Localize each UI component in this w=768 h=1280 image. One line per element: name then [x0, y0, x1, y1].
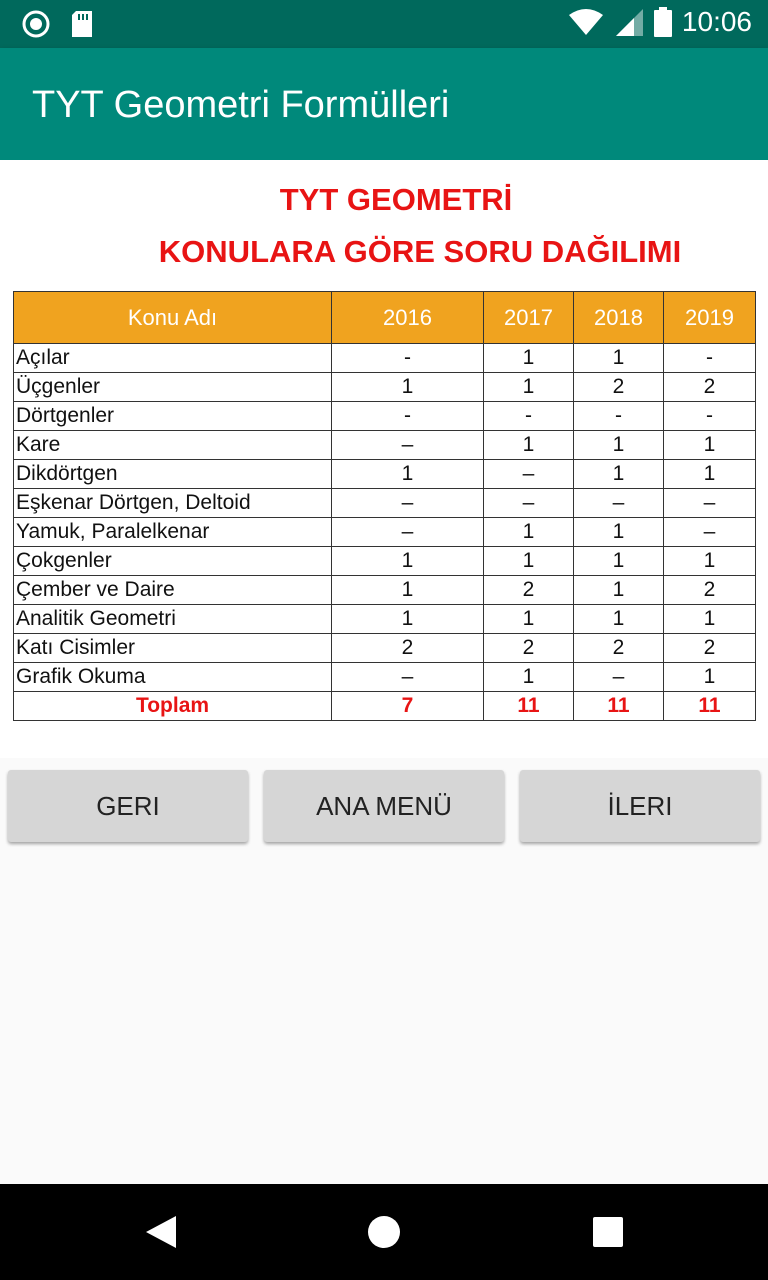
- count-cell: 1: [664, 605, 756, 634]
- app-title: TYT Geometri Formülleri: [32, 84, 450, 126]
- notification-dot-icon: [22, 10, 50, 38]
- topic-name-cell: Dörtgenler: [14, 402, 332, 431]
- count-cell: -: [664, 402, 756, 431]
- total-count-cell: 11: [484, 692, 574, 721]
- count-cell: -: [484, 402, 574, 431]
- total-label-cell: Toplam: [14, 692, 332, 721]
- count-cell: 1: [574, 576, 664, 605]
- count-cell: 1: [484, 605, 574, 634]
- table-row: [14, 663, 756, 692]
- header-topic: Konu Adı: [14, 292, 332, 344]
- count-cell: 1: [664, 547, 756, 576]
- count-cell: 1: [574, 460, 664, 489]
- topic-name-cell: Üçgenler: [14, 373, 332, 402]
- count-cell: 1: [332, 605, 484, 634]
- count-cell: 1: [484, 518, 574, 547]
- count-cell: 1: [664, 460, 756, 489]
- topic-name-cell: Grafik Okuma: [14, 663, 332, 692]
- count-cell: 1: [332, 547, 484, 576]
- count-cell: -: [332, 344, 484, 373]
- count-cell: –: [484, 489, 574, 518]
- count-cell: 1: [484, 431, 574, 460]
- topic-name-cell: Çember ve Daire: [14, 576, 332, 605]
- table-row: [14, 547, 756, 576]
- table-row: [14, 373, 756, 402]
- count-cell: 1: [332, 576, 484, 605]
- table-row: [14, 344, 756, 373]
- count-cell: 1: [332, 373, 484, 402]
- content-image: [0, 160, 768, 758]
- count-cell: 1: [332, 460, 484, 489]
- count-cell: 2: [664, 576, 756, 605]
- wifi-icon: [568, 8, 604, 36]
- table-row: [14, 431, 756, 460]
- topic-name-cell: Katı Cisimler: [14, 634, 332, 663]
- topic-name-cell: Açılar: [14, 344, 332, 373]
- next-button[interactable]: İLERI: [520, 770, 760, 842]
- count-cell: 2: [332, 634, 484, 663]
- cell-signal-icon: [614, 7, 644, 37]
- total-count-cell: 7: [332, 692, 484, 721]
- count-cell: 1: [484, 663, 574, 692]
- count-cell: –: [332, 518, 484, 547]
- count-cell: –: [664, 489, 756, 518]
- count-cell: –: [332, 431, 484, 460]
- topic-name-cell: Analitik Geometri: [14, 605, 332, 634]
- status-bar: [0, 0, 768, 48]
- count-cell: 1: [574, 344, 664, 373]
- count-cell: 1: [574, 605, 664, 634]
- count-cell: –: [484, 460, 574, 489]
- sd-card-icon: [70, 10, 94, 38]
- count-cell: 1: [574, 547, 664, 576]
- topic-name-cell: Eşkenar Dörtgen, Deltoid: [14, 489, 332, 518]
- count-cell: 2: [574, 373, 664, 402]
- table-row: [14, 605, 756, 634]
- heading-title: TYT GEOMETRİ: [279, 182, 513, 217]
- count-cell: 1: [484, 344, 574, 373]
- heading-subtitle: KONULARA GÖRE SORU DAĞILIMI: [158, 234, 682, 269]
- count-cell: 2: [574, 634, 664, 663]
- count-cell: 1: [484, 547, 574, 576]
- count-cell: 1: [664, 663, 756, 692]
- count-cell: 1: [574, 518, 664, 547]
- total-row: [14, 692, 756, 721]
- count-cell: –: [332, 663, 484, 692]
- count-cell: 2: [664, 634, 756, 663]
- topic-name-cell: Kare: [14, 431, 332, 460]
- topic-name-cell: Yamuk, Paralelkenar: [14, 518, 332, 547]
- count-cell: 1: [664, 431, 756, 460]
- table-row: [14, 489, 756, 518]
- count-cell: –: [574, 663, 664, 692]
- status-time: 10:06: [681, 6, 752, 37]
- count-cell: -: [574, 402, 664, 431]
- table-body: [14, 344, 756, 721]
- table-row: [14, 634, 756, 663]
- count-cell: 2: [484, 634, 574, 663]
- count-cell: 1: [484, 373, 574, 402]
- count-cell: -: [332, 402, 484, 431]
- home-circle-icon[interactable]: [366, 1214, 402, 1250]
- count-cell: –: [574, 489, 664, 518]
- navigation-bar: [0, 1184, 768, 1280]
- topic-name-cell: Çokgenler: [14, 547, 332, 576]
- header-year: 2019: [664, 292, 756, 344]
- table-row: [14, 576, 756, 605]
- table-row: [14, 460, 756, 489]
- count-cell: 2: [664, 373, 756, 402]
- header-year: 2017: [484, 292, 574, 344]
- table-row: [14, 402, 756, 431]
- total-count-cell: 11: [664, 692, 756, 721]
- count-cell: 2: [484, 576, 574, 605]
- question-distribution-table: [13, 291, 756, 721]
- recents-square-icon[interactable]: [592, 1216, 624, 1248]
- table-row: [14, 518, 756, 547]
- count-cell: –: [664, 518, 756, 547]
- app-bar: [0, 48, 768, 160]
- topic-name-cell: Dikdörtgen: [14, 460, 332, 489]
- count-cell: –: [332, 489, 484, 518]
- header-year: 2016: [332, 292, 484, 344]
- main-menu-button[interactable]: ANA MENÜ: [264, 770, 504, 842]
- total-count-cell: 11: [574, 692, 664, 721]
- count-cell: 1: [574, 431, 664, 460]
- battery-icon: [654, 7, 672, 37]
- back-triangle-icon[interactable]: [144, 1214, 178, 1250]
- count-cell: -: [664, 344, 756, 373]
- back-button[interactable]: GERI: [8, 770, 248, 842]
- header-year: 2018: [574, 292, 664, 344]
- table-header-row: [14, 292, 756, 344]
